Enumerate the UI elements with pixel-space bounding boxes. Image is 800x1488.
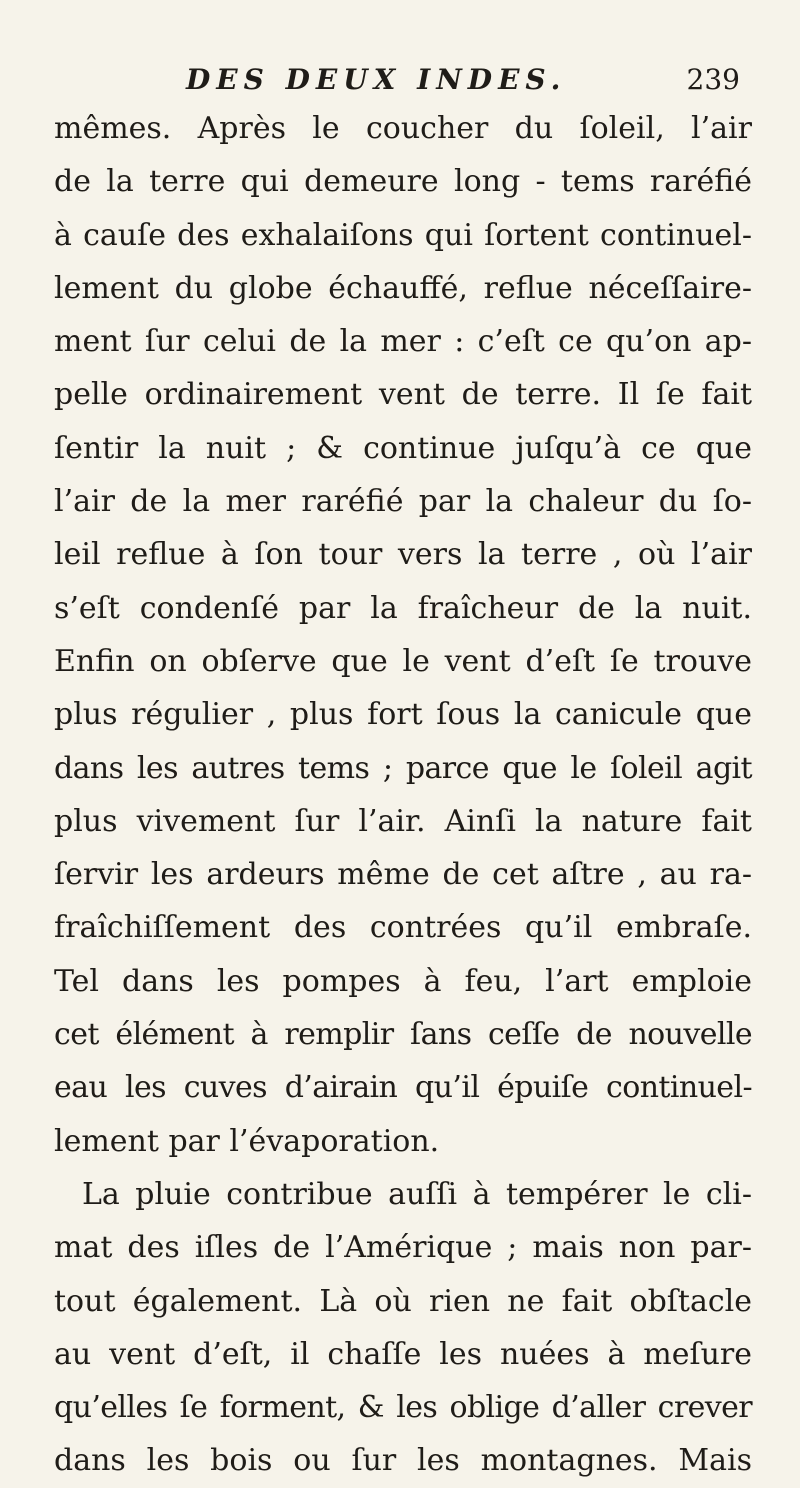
text-line: de la terre qui demeure long - tems raréfié (54, 164, 752, 200)
page-number: 239 (686, 63, 740, 96)
text-line: lement du globe échauffé, reflue néceſſaire- (54, 270, 752, 306)
text-line: lement par l’évaporation. (54, 1123, 440, 1159)
text-line: cet élément à remplir ſans ceſſe de nouvelle (54, 1017, 752, 1053)
text-line: leil reflue à ſon tour vers la terre , où l’air (54, 537, 752, 573)
text-line: l’air de la mer raréfié par la chaleur du ſo- (54, 484, 752, 520)
text-line: mêmes. Après le coucher du ſoleil, l’air (54, 111, 752, 146)
text-line: fraîchiſſement des contrées qu’il embraſe. (54, 910, 752, 946)
text-line: s’eſt condenſé par la fraîcheur de la nuit. (54, 590, 752, 626)
text-line: ſentir la nuit ; & continue juſqu’à ce que (54, 430, 752, 466)
text-line: pelle ordinairement vent de terre. Il ſe fait (54, 377, 752, 413)
text-line: à cauſe des exhalaiſons qui ſortent continuel- (54, 217, 752, 253)
text-line: ſervir les ardeurs même de cet aſtre , au ra- (54, 857, 752, 893)
text-line: eau les cuves d’airain qu’il épuiſe continuel- (54, 1070, 752, 1106)
body-text (54, 102, 752, 1488)
page-header (54, 58, 752, 102)
text-line: qu’elles ſe forment, & les oblige d’aller crever (54, 1390, 752, 1426)
text-line: dans les autres tems ; parce que le ſoleil agit (54, 750, 752, 786)
text-line: mat des iſles de l’Amérique ; mais non par- (54, 1230, 752, 1266)
text-line: Tel dans les pompes à feu, l’art emploie (54, 963, 752, 999)
text-line: Enfin on obſerve que le vent d’eſt ſe trouve (54, 643, 752, 679)
text-line: plus vivement ſur l’air. Ainſi la nature fait (54, 803, 752, 839)
text-line: ment ſur celui de la mer : c’eſt ce qu’on ap- (54, 324, 752, 360)
running-title: DES DEUX INDES. (186, 63, 567, 96)
text-line: La pluie contribue auſſi à tempérer le cli- (82, 1176, 752, 1212)
text-line: tout également. Là où rien ne fait obſtacle (54, 1283, 752, 1319)
text-line: dans les bois ou ſur les montagnes. Mais (54, 1443, 752, 1479)
text-line: plus régulier , plus fort ſous la canicule que (54, 697, 752, 733)
text-line: au vent d’eſt, il chaſſe les nuées à meſure (54, 1336, 752, 1372)
